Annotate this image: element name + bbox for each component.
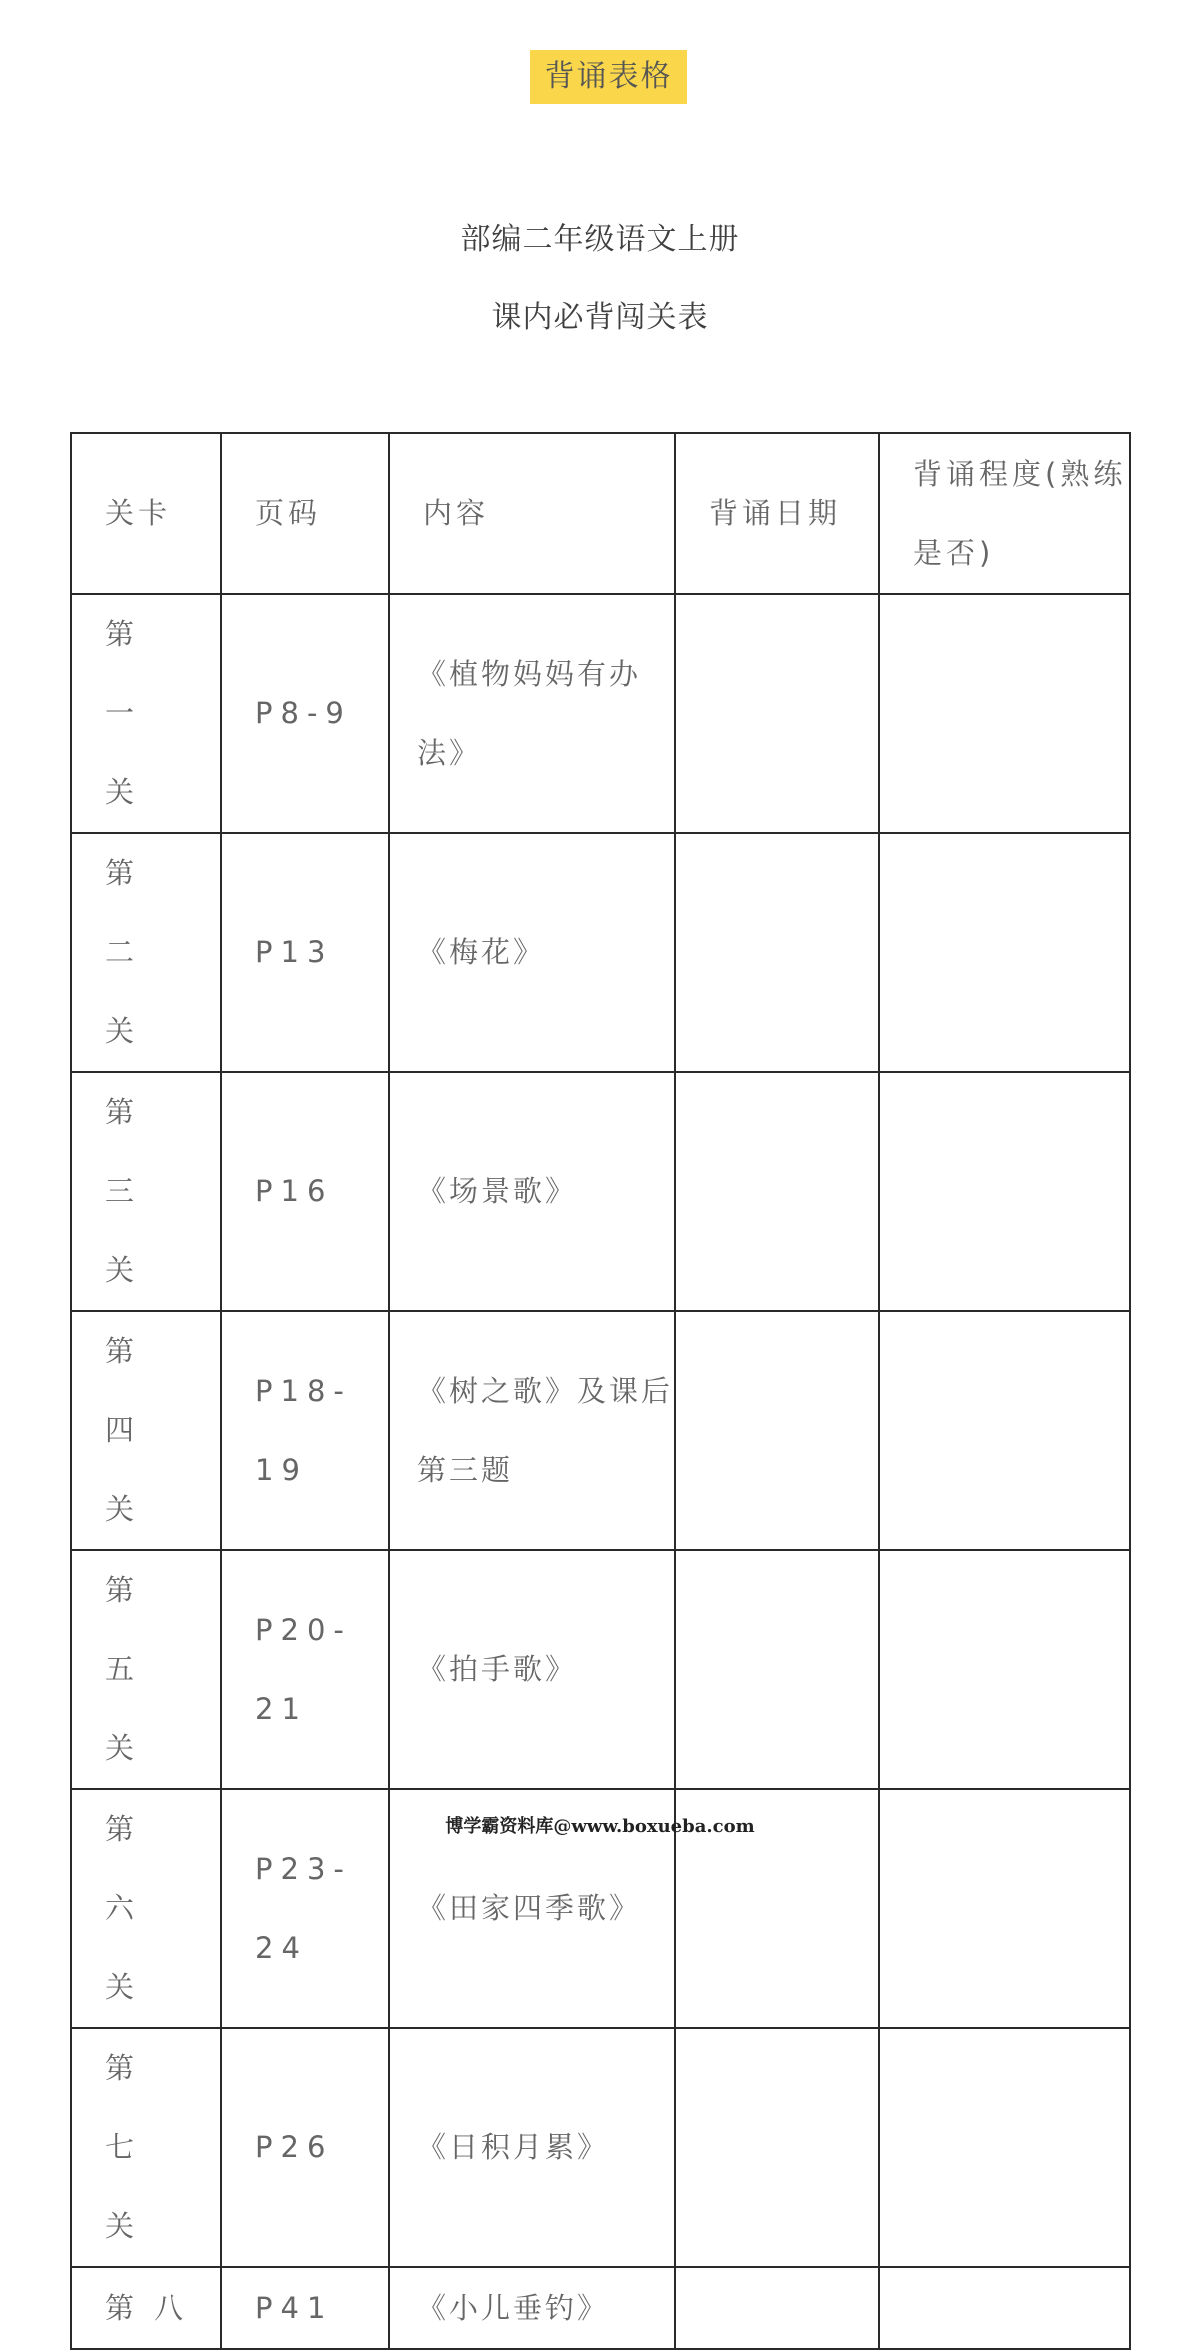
content-cell [389,594,675,833]
progress-cell [879,1311,1130,1550]
level-label: 第三关 [105,1095,155,1287]
page-cell [221,2267,389,2349]
date-cell [675,2028,879,2267]
document-title: 部编二年级语文上册 [460,222,740,257]
level-cell [71,1072,221,1311]
column-header-content: 内容 [389,433,675,594]
level-cell [71,2028,221,2267]
level-label: 第八 [105,2290,204,2325]
date-cell [675,1311,879,1550]
progress-cell [879,833,1130,1072]
content-cell [389,1311,675,1550]
page-label: P23-24 [255,1851,352,1965]
progress-cell [879,594,1130,833]
page-cell [221,833,389,1072]
recitation-table [70,432,1131,2350]
page-cell [221,1311,389,1550]
content-cell [389,2028,675,2267]
level-cell [71,1311,221,1550]
date-cell [675,594,879,833]
level-cell [71,2267,221,2349]
column-header-progress-label: 背诵程度(熟练是否) [913,456,1127,570]
watermark-footer: 博学霸资料库@www.boxueba.com [445,1816,755,1837]
column-header-page: 页码 [221,433,389,594]
page-label: P18-19 [255,1373,352,1487]
table-row [71,1550,1130,1789]
content-label: 《植物妈妈有办法》 [417,656,642,770]
content-cell [389,2267,675,2349]
page-label: P16 [255,1174,334,1208]
level-label: 第五关 [105,1573,155,1765]
page-cell [221,1550,389,1789]
content-label: 《场景歌》 [417,1174,578,1208]
content-cell [389,833,675,1072]
progress-cell [879,2267,1130,2349]
page-label: P8-9 [255,696,352,730]
column-header-level: 关卡 [71,433,221,594]
level-cell [71,594,221,833]
table-row [71,833,1130,1072]
level-label: 第二关 [105,856,155,1048]
table-row [71,1311,1130,1550]
page-label: P41 [255,2290,334,2325]
date-cell [675,2267,879,2349]
table-header-row [71,433,1130,594]
content-label: 《树之歌》及课后第三题 [417,1373,674,1487]
level-label: 第六关 [105,1812,155,2004]
page-cell [221,594,389,833]
content-label: 《拍手歌》 [417,1652,578,1686]
page-cell [221,2028,389,2267]
page-cell [221,1072,389,1311]
content-cell [389,1550,675,1789]
document-subtitle: 课内必背闯关表 [491,300,709,335]
content-label: 《梅花》 [417,935,546,969]
content-label: 《日积月累》 [417,2130,610,2164]
page-label: P26 [255,2130,334,2164]
progress-cell [879,1550,1130,1789]
progress-cell [879,1072,1130,1311]
content-cell [389,1072,675,1311]
table-row [71,594,1130,833]
content-label: 《田家四季歌》 [417,1891,642,1925]
progress-cell [879,2028,1130,2267]
level-label: 第一关 [105,617,155,809]
column-header-date: 背诵日期 [675,433,879,594]
level-cell [71,1550,221,1789]
level-label: 第四关 [105,1334,155,1526]
column-header-progress [879,433,1130,594]
level-label: 第七关 [105,2051,155,2243]
content-label: 《小儿垂钓》 [417,2290,610,2325]
page-label: P20-21 [255,1612,352,1726]
date-cell [675,833,879,1072]
level-cell [71,833,221,1072]
page-label: P13 [255,935,334,969]
section-badge: 背诵表格 [530,50,687,104]
date-cell [675,1072,879,1311]
table-row [71,2267,1130,2349]
table-row [71,1072,1130,1311]
date-cell [675,1550,879,1789]
table-row [71,2028,1130,2267]
